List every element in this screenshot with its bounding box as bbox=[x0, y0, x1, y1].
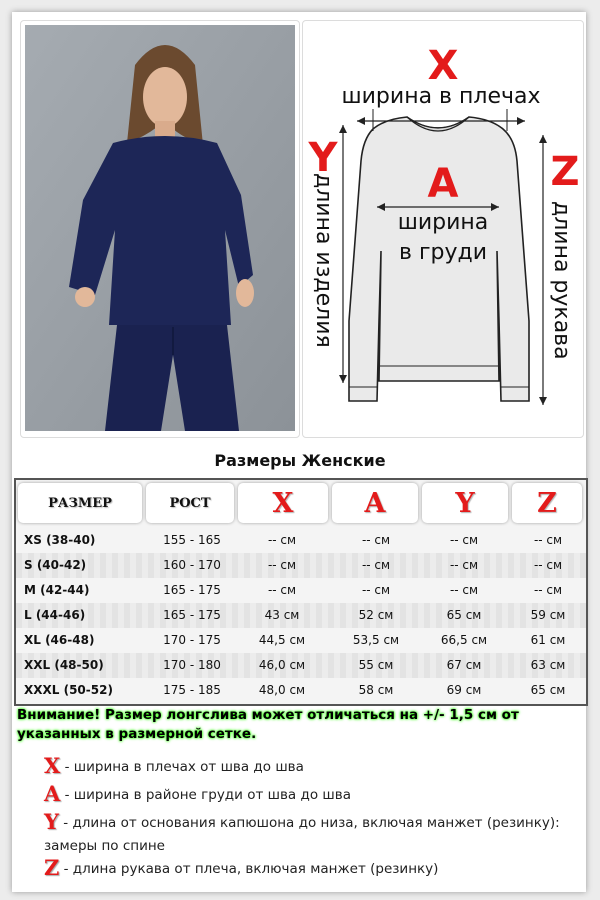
cell-a: -- см bbox=[361, 558, 391, 572]
cell-rost: 165 - 175 bbox=[163, 608, 221, 622]
z-label: длина рукава bbox=[549, 201, 574, 360]
cell-x: -- см bbox=[267, 558, 297, 572]
legend-text-z: - длина рукава от плеча, включая манжет (резинку) bbox=[59, 861, 439, 877]
legend-item-x bbox=[44, 754, 564, 779]
x-letter: X bbox=[427, 43, 459, 89]
header-y-label: Y bbox=[455, 487, 475, 519]
table-header bbox=[16, 480, 586, 526]
y-letter: Y bbox=[308, 135, 338, 181]
header-x bbox=[238, 483, 328, 523]
cell-rost: 175 - 185 bbox=[163, 683, 221, 697]
legend-letter-a: A bbox=[44, 781, 61, 806]
cell-y: 66,5 см bbox=[440, 633, 488, 647]
header-rost bbox=[146, 483, 234, 523]
cell-z: 63 см bbox=[530, 658, 566, 672]
cell-size: XXXL (50-52) bbox=[24, 683, 113, 697]
cell-y: 65 см bbox=[446, 608, 482, 622]
cell-size: S (40-42) bbox=[24, 558, 87, 572]
table-row bbox=[16, 578, 586, 603]
table-row bbox=[16, 603, 586, 628]
cell-rost: 170 - 180 bbox=[163, 658, 221, 672]
header-z bbox=[512, 483, 582, 523]
table-row bbox=[16, 653, 586, 678]
legend-item-z bbox=[44, 856, 564, 881]
measurement-diagram bbox=[302, 20, 584, 438]
cell-a: -- см bbox=[361, 533, 391, 547]
legend-item-y bbox=[44, 810, 564, 858]
cell-size: XS (38-40) bbox=[24, 533, 96, 547]
cell-a: 52 см bbox=[358, 608, 394, 622]
header-size bbox=[18, 483, 142, 523]
header-a bbox=[332, 483, 418, 523]
y-label: длина изделия bbox=[311, 173, 336, 348]
header-x-label: X bbox=[272, 487, 294, 519]
cell-a: 55 см bbox=[358, 658, 394, 672]
a-label-line2: в груди bbox=[398, 240, 488, 265]
cell-y: 69 см bbox=[446, 683, 482, 697]
cell-rost: 165 - 175 bbox=[163, 583, 221, 597]
cell-z: -- см bbox=[533, 558, 563, 572]
cell-z: 65 см bbox=[530, 683, 566, 697]
cell-x: 48,0 см bbox=[258, 683, 306, 697]
header-z-label: Z bbox=[537, 487, 557, 519]
cell-z: -- см bbox=[533, 583, 563, 597]
cell-size: XL (46-48) bbox=[24, 633, 95, 647]
size-table bbox=[14, 478, 588, 706]
table-row bbox=[16, 628, 586, 653]
legend-letter-z: Z bbox=[44, 855, 60, 880]
model-illustration bbox=[25, 25, 295, 431]
cell-a: 53,5 см bbox=[352, 633, 400, 647]
cell-size: L (44-46) bbox=[24, 608, 86, 622]
cell-a: 58 см bbox=[358, 683, 394, 697]
legend-letter-x: X bbox=[44, 753, 61, 778]
cell-size: M (42-44) bbox=[24, 583, 90, 597]
a-letter: A bbox=[427, 161, 459, 207]
header-y bbox=[422, 483, 508, 523]
header-rost-label: РОСТ bbox=[169, 495, 211, 511]
cell-x: -- см bbox=[267, 533, 297, 547]
model-photo bbox=[25, 25, 295, 431]
legend-text-x: - ширина в плечах от шва до шва bbox=[60, 759, 304, 775]
a-label-line1: ширина bbox=[397, 210, 489, 235]
cell-rost: 170 - 175 bbox=[163, 633, 221, 647]
cell-z: -- см bbox=[533, 533, 563, 547]
model-photo-frame bbox=[20, 20, 300, 438]
cell-rost: 160 - 170 bbox=[163, 558, 221, 572]
cell-y: -- см bbox=[449, 558, 479, 572]
legend-text-a: - ширина в районе груди от шва до шва bbox=[60, 787, 351, 803]
table-row bbox=[16, 678, 586, 703]
legend-item-a bbox=[44, 782, 564, 807]
header-size-label: РАЗМЕР bbox=[48, 495, 112, 511]
x-label: ширина в плечах bbox=[341, 84, 541, 109]
z-letter: Z bbox=[550, 149, 580, 195]
cell-y: -- см bbox=[449, 533, 479, 547]
table-title: Размеры Женские bbox=[214, 451, 386, 470]
cell-y: 67 см bbox=[446, 658, 482, 672]
table-row bbox=[16, 553, 586, 578]
cell-x: 46,0 см bbox=[258, 658, 306, 672]
legend-letter-y: Y bbox=[44, 809, 59, 834]
sweatshirt-diagram bbox=[303, 21, 583, 437]
cell-z: 61 см bbox=[530, 633, 566, 647]
size-warning-notice: Внимание! Размер лонгслива может отличаться на +/- 1,5 см от указанных в размерной сетке. bbox=[17, 707, 519, 742]
header-a-label: A bbox=[364, 487, 386, 519]
cell-rost: 155 - 165 bbox=[163, 533, 221, 547]
cell-a: -- см bbox=[361, 583, 391, 597]
table-row bbox=[16, 528, 586, 553]
cell-x: 44,5 см bbox=[258, 633, 306, 647]
cell-x: -- см bbox=[267, 583, 297, 597]
cell-y: -- см bbox=[449, 583, 479, 597]
legend-text-y: - длина от основания капюшона до низа, включая манжет (резинку): замеры по спине bbox=[44, 815, 560, 854]
cell-z: 59 см bbox=[530, 608, 566, 622]
cell-size: XXL (48-50) bbox=[24, 658, 104, 672]
cell-x: 43 см bbox=[264, 608, 300, 622]
